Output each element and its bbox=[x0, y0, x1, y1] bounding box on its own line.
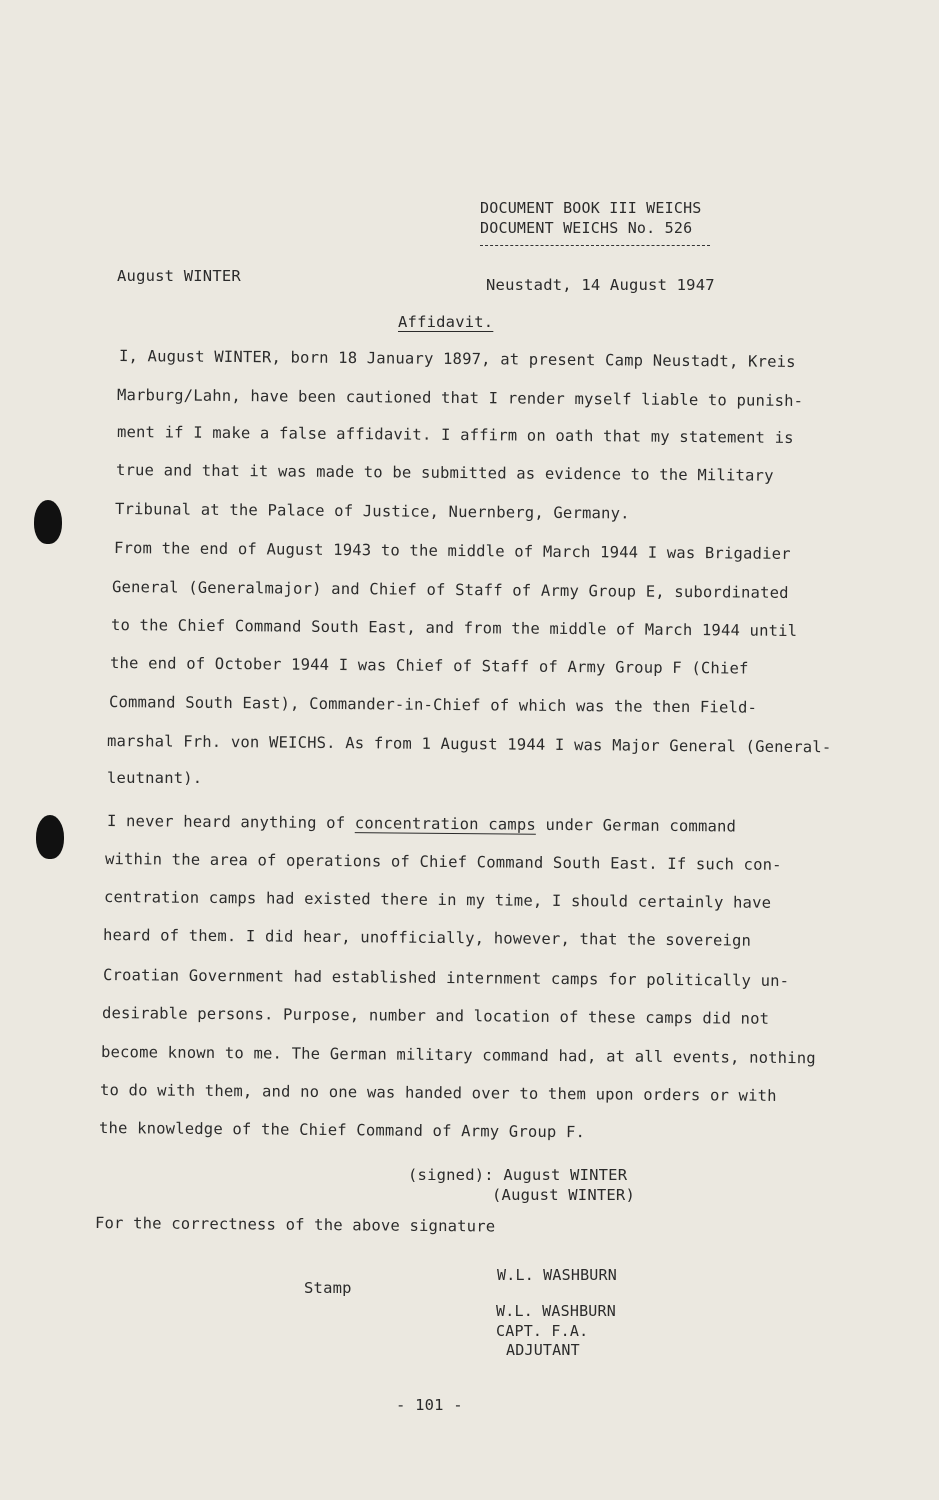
body-line: to do with them, and no one was handed over to them upon orders or with bbox=[99, 1081, 777, 1105]
header-divider bbox=[480, 245, 710, 246]
stamp-label: Stamp bbox=[304, 1279, 352, 1297]
body-line: General (Generalmajor) and Chief of Staff of Army Group E, subordinated bbox=[111, 578, 789, 602]
body-line: the end of October 1944 I was Chief of Staff of Army Group F (Chief bbox=[109, 654, 749, 678]
punch-hole-bottom bbox=[36, 815, 64, 859]
body-line: Tribunal at the Palace of Justice, Nuernberg, Germany. bbox=[114, 500, 630, 523]
body-line: to the Chief Command South East, and from the middle of March 1944 until bbox=[110, 616, 798, 640]
certifier-rank-unit: CAPT. F.A. bbox=[496, 1322, 589, 1340]
body-line: Command South East), Commander-in-Chief of which was the then Field- bbox=[108, 693, 758, 717]
author-label: August WINTER bbox=[117, 267, 241, 285]
body-line: the knowledge of the Chief Command of Army Group F. bbox=[98, 1119, 586, 1142]
certifier-signature: W.L. WASHBURN bbox=[497, 1266, 617, 1284]
body-line: From the end of August 1943 to the middle of March 1944 I was Brigadier bbox=[113, 539, 791, 563]
body-line: ment if I make a false affidavit. I affirm on oath that my statement is bbox=[116, 423, 794, 447]
doc-book-ref: DOCUMENT BOOK III WEICHS bbox=[480, 199, 702, 217]
body-line-end: under German command bbox=[545, 815, 737, 836]
page-number: - 101 - bbox=[396, 1396, 463, 1414]
correctness-statement: For the correctness of the above signature bbox=[94, 1214, 496, 1236]
body-line: become known to me. The German military command had, at all events, nothing bbox=[100, 1043, 816, 1068]
place-date: Neustadt, 14 August 1947 bbox=[486, 276, 715, 294]
certifier-name: W.L. WASHBURN bbox=[496, 1302, 616, 1320]
signer-name: (August WINTER) bbox=[492, 1186, 635, 1204]
body-line: true and that it was made to be submitted as evidence to the Military bbox=[115, 461, 774, 485]
body-line: desirable persons. Purpose, number and location of these camps did not bbox=[101, 1004, 770, 1028]
punch-hole-top bbox=[34, 500, 62, 544]
body-line: heard of them. I did hear, unofficially, however, that the sovereign bbox=[102, 926, 752, 950]
concentration-camps-term: concentration camps bbox=[354, 814, 537, 834]
body-line-start: I never heard anything of bbox=[106, 812, 346, 833]
body-line: marshal Frh. von WEICHS. As from 1 August 1944 I was Major General (General- bbox=[106, 732, 832, 757]
document-title: Affidavit. bbox=[398, 313, 494, 331]
body-line: centration camps had existed there in my time, I should certainly have bbox=[103, 888, 772, 912]
signed-line: (signed): August WINTER bbox=[408, 1166, 628, 1184]
body-line bbox=[107, 812, 736, 835]
doc-number-ref: DOCUMENT WEICHS No. 526 bbox=[480, 219, 693, 237]
body-line: leutnant). bbox=[107, 769, 203, 787]
body-line: within the area of operations of Chief Command South East. If such con- bbox=[104, 850, 782, 874]
body-line: Croatian Government had established internment camps for politically un- bbox=[102, 966, 790, 990]
body-line: Marburg/Lahn, have been cautioned that I render myself liable to punish- bbox=[116, 386, 804, 410]
certifier-title: ADJUTANT bbox=[506, 1341, 580, 1359]
body-line: I, August WINTER, born 18 January 1897, at present Camp Neustadt, Kreis bbox=[118, 347, 796, 371]
